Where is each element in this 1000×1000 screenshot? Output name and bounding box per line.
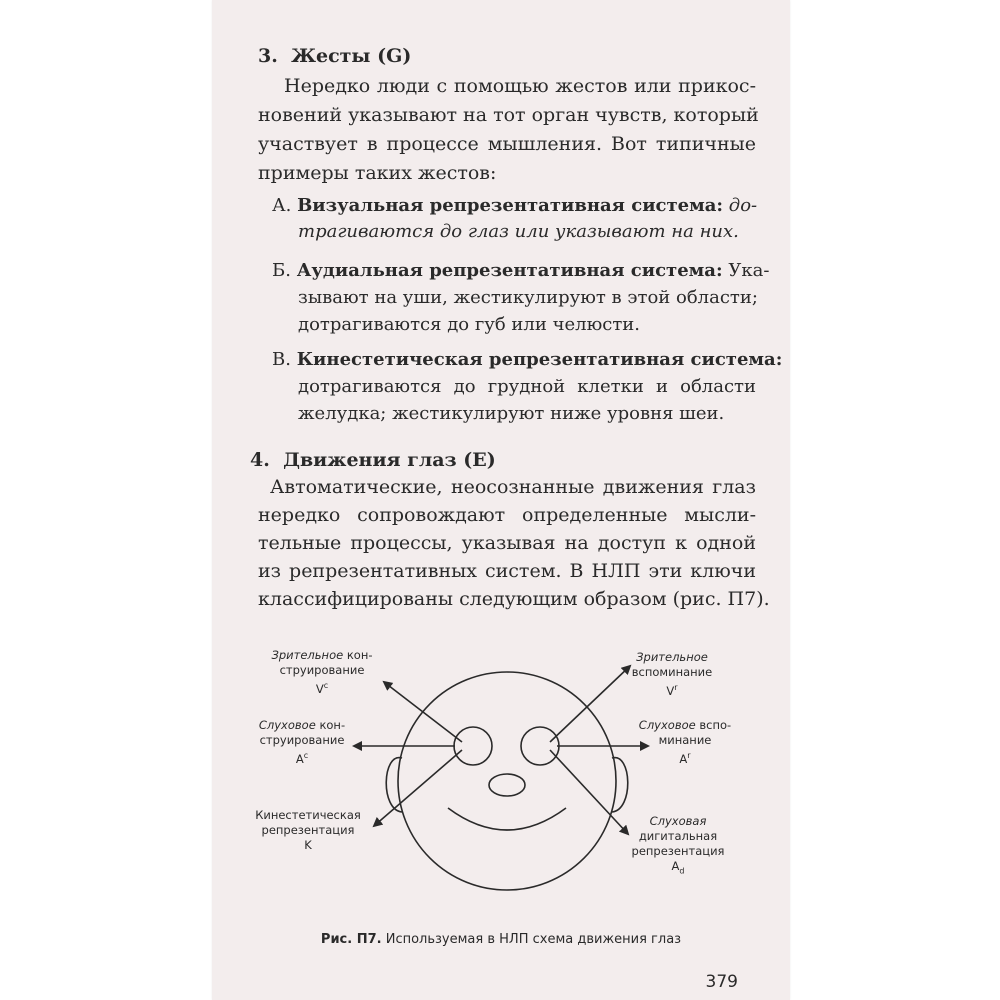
section3-title: Жесты (G) (291, 45, 412, 67)
section4-line-2: нередко сопровождают определенные мысли- (258, 504, 756, 526)
item-a-title: Визуальная репрезентативная система: (297, 195, 724, 216)
label-auditory-digital: Слуховая дигитальная репрезентация $A_d$ (631, 814, 725, 876)
section3-line-4: примеры таких жестов: (258, 162, 497, 184)
item-c-title: Кинестетическая репрезентативная система: (296, 349, 783, 370)
arrow-visual-remembered (550, 666, 630, 742)
label-visual-remembered: Зрительное вспоминание $V^r$ (631, 650, 713, 698)
section3-number: 3. (258, 45, 278, 67)
label-visual-constructed: Зрительное кон- струирование $V^c$ (271, 648, 373, 696)
item-b-line-2: зывают на уши, жестикулируют в этой области; (298, 287, 758, 308)
item-b-rest: Ука- (728, 260, 770, 281)
item-c-line-2: дотрагиваются до грудной клетки и области (298, 376, 756, 397)
item-b-line-3: дотрагиваются до губ или челюсти. (298, 314, 640, 335)
section4-title: Движения глаз (E) (283, 449, 496, 471)
section4-line-1: Автоматические, неосознанные движения глаз (270, 476, 756, 498)
item-c-marker: В. (272, 349, 291, 370)
nose (489, 774, 525, 796)
figure-caption (212, 932, 790, 947)
arrow-auditory-digital (550, 750, 628, 834)
item-b-line-1 (272, 258, 770, 284)
section4-line-3: тельные процессы, указывая на доступ к одной (258, 532, 756, 554)
caption-text: Используемая в НЛП схема движения глаз (381, 932, 682, 947)
book-page (212, 0, 790, 1000)
face-outline (398, 672, 616, 890)
section4-line-4: из репрезентативных систем. В НЛП эти ключи (258, 560, 756, 582)
item-a-marker: А. (272, 195, 292, 216)
section3-line-1: Нередко люди с помощью жестов или прикос- (284, 75, 756, 97)
section3-heading (258, 43, 411, 69)
label-auditory-remembered: Слуховое вспо- минание $A^r$ (638, 718, 732, 766)
mouth (448, 808, 566, 830)
label-auditory-constructed: Слуховое кон- струирование $A^c$ (258, 718, 346, 766)
item-a-line-2: трагиваются до глаз или указывают на них. (298, 221, 739, 242)
arrow-visual-constructed (384, 682, 462, 742)
eye-movement-figure (212, 630, 790, 950)
section4-number: 4. (250, 449, 270, 471)
label-kinesthetic: Кинестетическая репрезентация K (255, 808, 361, 852)
right-eye (521, 727, 559, 765)
item-b-title: Аудиальная репрезентативная система: (296, 260, 723, 281)
item-a-rest: до- (728, 195, 758, 216)
item-a-line-1 (272, 193, 756, 219)
section3-line-3: участвует в процессе мышления. Вот типичные (258, 133, 756, 155)
caption-label: Рис. П7. (320, 932, 382, 947)
left-eye (454, 727, 492, 765)
item-b-marker: Б. (272, 260, 291, 281)
item-c-line-1 (272, 347, 782, 373)
section4-line-5: классифицированы следующим образом (рис. П7). (258, 588, 770, 610)
item-c-line-3: желудка; жестикулируют ниже уровня шеи. (298, 403, 725, 424)
page-number: 379 (705, 972, 738, 992)
section3-line-2: новений указывают на тот орган чувств, который (258, 104, 759, 126)
section4-heading (250, 447, 496, 473)
